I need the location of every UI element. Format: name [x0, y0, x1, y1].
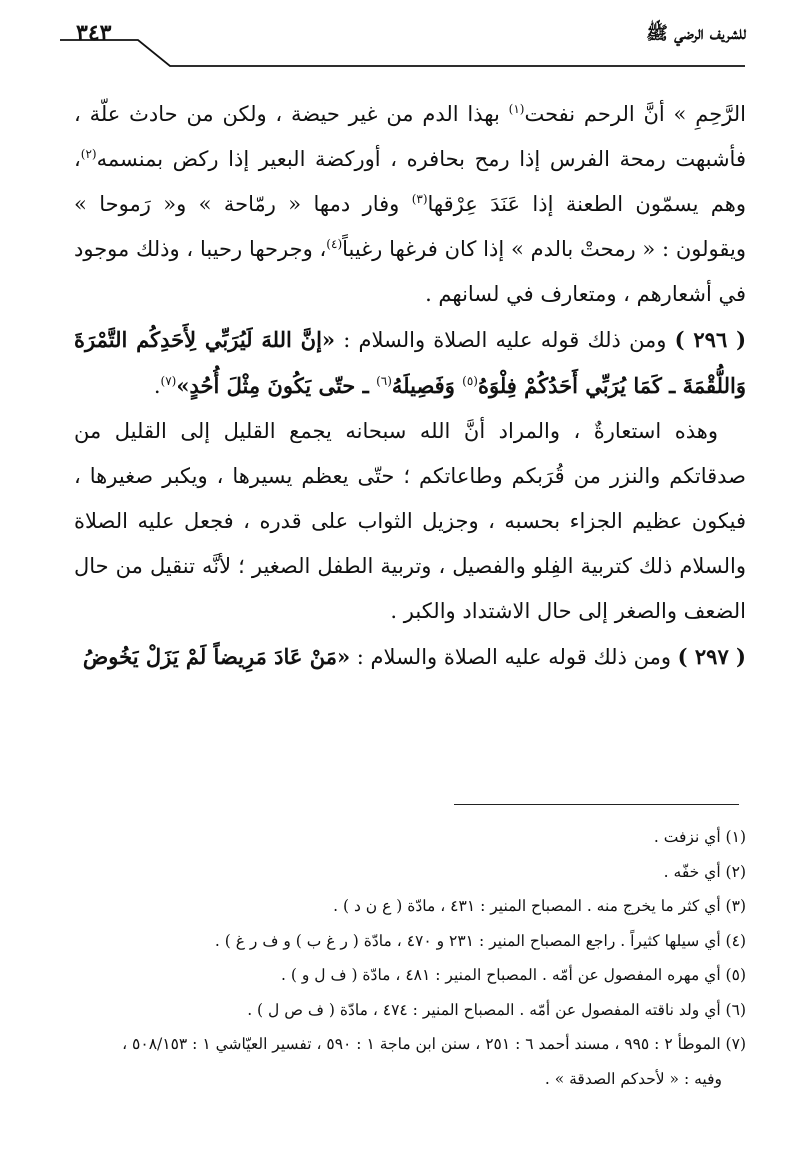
- main-text: [74, 92, 746, 680]
- footnote-ref[interactable]: (١): [508, 102, 525, 116]
- hadith-text: ـ حتّى يَكُونَ مِثْلَ أُحُدٍ»: [176, 373, 377, 398]
- footnote-ref[interactable]: (٢): [80, 147, 97, 161]
- footnotes: [56, 820, 746, 1096]
- hadith-296: [74, 317, 746, 409]
- running-title: للشريف الرضي ﷺ: [646, 23, 746, 44]
- footnote-separator: [454, 804, 739, 805]
- footnote-ref[interactable]: (٥): [462, 374, 478, 388]
- hadith-number: ( ٢٩٧ ): [677, 644, 746, 669]
- text-run: الرَّحِمِ » أنَّ الرحم نفحت: [524, 102, 746, 126]
- text-run: ، وهم يسمّون الطعنة إذا عَنَدَ عِرْقها: [74, 147, 746, 216]
- footnote: (٤) أي سيلها كثيراً . راجع المصباح المنير : ٢٣١ و ٤٧٠ ، مادّة ( ر غ ب ) و ف ر غ ) .: [214, 931, 746, 950]
- footnote: (١) أي نزفت .: [653, 828, 746, 846]
- text-run: وفار دمها « رمّاحة » و« رَموحا » ويقولون : « رمحتْ بالدم » إذا كان فرغها رغيباً: [74, 192, 746, 261]
- footnote: (٧) الموطأ ٢ : ٩٩٥ ، مسند أحمد ٦ : ٢٥١ ، سنن ابن ماجة ١ : ٥٩٠ ، تفسير العيّاشي ١ : ٥٠٨/١٥٣ ،: [122, 1035, 746, 1053]
- footnote: (٥) أي مهره المفصول عن أمّه . المصباح المنير : ٤٨١ ، مادّة ( ف ل و ) .: [281, 966, 746, 984]
- text-run: ، وجرحها رحيبا ، وذلك موجود في أشعارهم ، ومتعارف في لسانهم .: [74, 237, 746, 306]
- hadith-text: «إنَّ اللهَ لَيُرَبِّي لِأَحَدِكُم التَّمْرَةَ وَاللُّقْمَةَ ـ كَمَا يُرَبِّي أَحَدُكُمْ فِلْوَهُ: [74, 327, 746, 398]
- page-number: ٣٤٣: [76, 20, 112, 46]
- paragraph: وهذه استعارةٌ ، والمراد أنَّ الله سبحانه يجمع القليل إلى القليل من صدقاتكم والنزر من قُرَبكم وطاعاتكم ؛ حتّى يعظم يسيرها ، ويكبر صغيرها ، فيكون عظيم الجزاء بحسبه ، وجزيل الثواب على قدره ، فجعل عليه الصلاة والسلام ذلك كتربية الفِلو والفصيل ، وتربية الطفل الصغير ؛ لأنَّه تنقيل من حال الضعف والصغر إلى حال الاشتداد والكبر .: [74, 419, 746, 623]
- footnote-ref[interactable]: (٣): [411, 192, 428, 206]
- text-run: بهذا الدم من غير حيضة ، ولكن من حادث علّة ، فأشبهت رمحة الفرس إذا رمح بحافره ، أوركضة البعير إذا ركض بمنسمه: [74, 102, 746, 171]
- text-run: .: [153, 374, 161, 398]
- footnote-ref[interactable]: (٧): [160, 374, 177, 388]
- footnote: (٢) أي خفّه .: [663, 862, 746, 881]
- footnote: (٦) أي ولد ناقته المفصول عن أمّه . المصباح المنير : ٤٧٤ ، مادّة ( ف ص ل ) .: [247, 1000, 746, 1019]
- hadith-297: [74, 634, 746, 680]
- hadith-number: ( ٢٩٦ ): [674, 327, 747, 352]
- text-run: ومن ذلك قوله عليه الصلاة والسلام :: [350, 645, 678, 669]
- footnote-ref[interactable]: (٦): [376, 374, 392, 388]
- text-run: ومن ذلك قوله عليه الصلاة والسلام :: [335, 328, 675, 352]
- footnote: (٣) أي كثر ما يخرج منه . المصباح المنير : ٤٣١ ، مادّة ( ع ن د ) .: [333, 897, 746, 915]
- hadith-text: «مَنْ عَادَ مَرِيضاً لَمْ يَزَلْ يَخُوضُ: [82, 644, 351, 669]
- footnote-ref[interactable]: (٤): [326, 237, 343, 251]
- footnote-continuation: وفيه : « لأحدكم الصدقة » .: [544, 1069, 722, 1088]
- hadith-text: وَفَصِيلَهُ: [391, 373, 463, 398]
- paragraph: [74, 92, 746, 317]
